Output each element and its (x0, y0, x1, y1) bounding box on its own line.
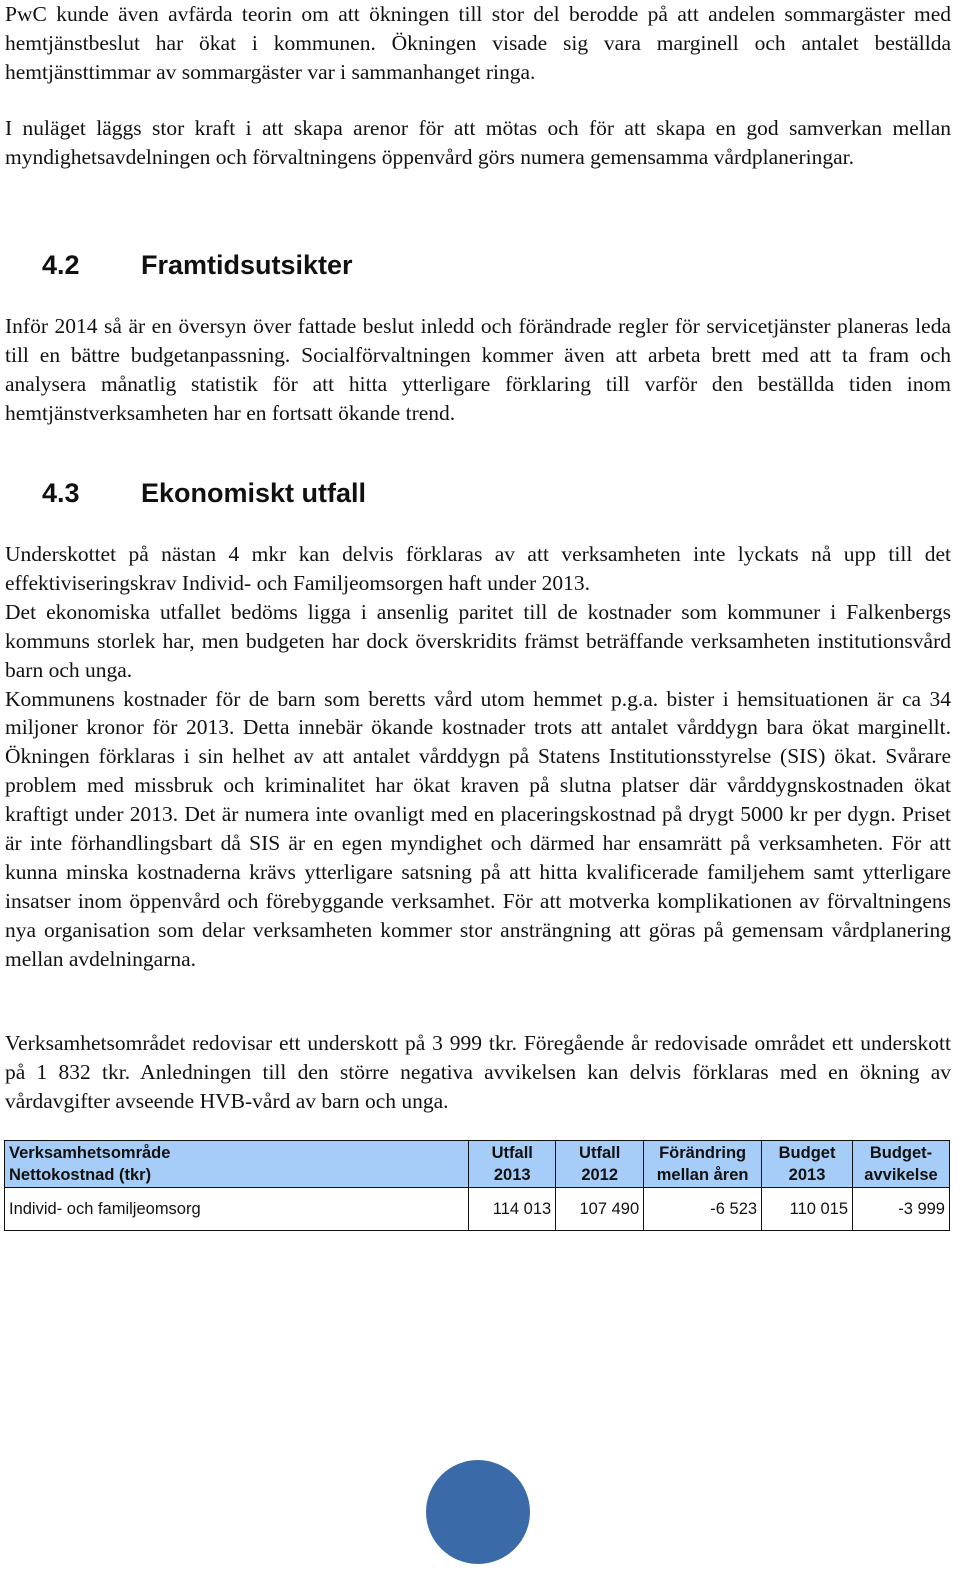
cell-utfall-2012: 107 490 (556, 1188, 644, 1231)
cost-table (4, 1140, 950, 1231)
page-badge-circle (426, 1460, 530, 1564)
paragraph-verksamhetsomradet: Verksamhetsområdet redovisar ett underskott på 3 999 tkr. Föregående år redovisade området ett underskott på 1 832 tkr. Anledningen till den större negativa avvikelsen kan delvis förklaras med en ökning av vårdavgifter avseende HVB-vård av barn och unga. (5, 1031, 951, 1113)
intro-block-2 (5, 114, 951, 172)
cell-verksamhet: Individ- och familjeomsorg (5, 1188, 469, 1231)
cell-utfall-2013: 114 013 (469, 1188, 556, 1231)
cell-budget-2013: 110 015 (762, 1188, 853, 1231)
section-4-2-body (5, 312, 951, 428)
table-header-row (5, 1141, 950, 1188)
table-row (5, 1188, 950, 1231)
cell-budgetavvikelse: -3 999 (853, 1188, 950, 1231)
paragraph-ekonomiska-utfallet: Det ekonomiska utfallet bedöms ligga i ansenlig paritet till de kostnader som kommuner i Falkenbergs kommuns storlek har, men budgeten har dock överskridits främst beträffande verksamheten institutionsvård barn och unga. (5, 599, 951, 682)
paragraph-framtidsutsikter: Inför 2014 så är en översyn över fattade beslut inledd och förändrade regler för servicetjänster planeras leda till en bättre budgetanpassning. Socialförvaltningen kommer även att arbeta brett med att ta fram och analysera månatlig statistik för att hitta ytterligare förklaring till varför den beställda tiden inom hemtjänstverksamheten har en fortsatt ökande trend. (5, 314, 951, 425)
paragraph-underskottet: Underskottet på nästan 4 mkr kan delvis förklaras av att verksamheten inte lyckats nå upp till det effektiviseringskrav Individ- och Familjeomsorgen haft under 2013. (5, 542, 951, 595)
paragraph-samverkan: I nuläget läggs stor kraft i att skapa arenor för att mötas och för att skapa en god samverkan mellan myndighetsavdelningen och förvaltningens öppenvård görs numera gemensamma vårdplaneringar. (5, 116, 951, 169)
heading-4-2 (42, 249, 353, 281)
heading-title: Ekonomiskt utfall (141, 478, 367, 508)
heading-number: 4.3 (42, 478, 80, 508)
cell-forandring: -6 523 (644, 1188, 762, 1231)
heading-title: Framtidsutsikter (141, 250, 353, 280)
header-utfall-2012: Utfall 2012 (556, 1141, 644, 1188)
heading-number: 4.2 (42, 250, 80, 280)
paragraph-pwc: PwC kunde även avfärda teorin om att ökningen till stor del berodde på att andelen sommargäster med hemtjänstbeslut har ökat i kommunen. Ökningen visade sig vara marginell och antalet beställda hemtjänsttimmar av sommargäster var i sammanhanget ringa. (5, 2, 951, 84)
header-verksamhetsomrade: Verksamhetsområde Nettokostnad (tkr) (5, 1141, 469, 1188)
header-utfall-2013: Utfall 2013 (469, 1141, 556, 1188)
header-forandring: Förändring mellan åren (644, 1141, 762, 1188)
section-4-3-body (5, 540, 951, 974)
paragraph-kommunens-kostnader: Kommunens kostnader för de barn som beretts vård utom hemmet p.g.a. bister i hemsituationen är ca 34 miljoner kronor för 2013. Detta innebär ökande kostnader trots att antalet vårddygn bara ökat marginellt. Ökningen förklaras i sin helhet av att antalet vårddygn på Statens Institutionsstyrelse (SIS) ökat. Svårare problem med missbruk och kriminalitet har ökat kraven på slutna platser där vårddygnskostnaden ökat kraftigt under 2013. Det är numera inte ovanligt med en placeringskostnad på drygt 5000 kr per dygn. Priset är inte förhandlingsbart då SIS är en egen myndighet och därmed har ensamrätt på verksamheten. För att kunna minska kostnaderna krävs ytterligare satsning på att hitta kvalificerade familjehem samt ytterligare insatser inom öppenvård och förebyggande verksamhet. För att motverka komplikationen av förvaltningens nya organisation som delar verksamheten kommer stor ansträngning att göras på gemensam vårdplanering mellan avdelningarna. (5, 686, 951, 971)
header-budget-2013: Budget 2013 (762, 1141, 853, 1188)
heading-4-3 (42, 477, 366, 509)
intro-block (5, 0, 951, 87)
header-budgetavvikelse: Budget- avvikelse (853, 1141, 950, 1188)
section-4-3-summary (5, 1029, 951, 1116)
